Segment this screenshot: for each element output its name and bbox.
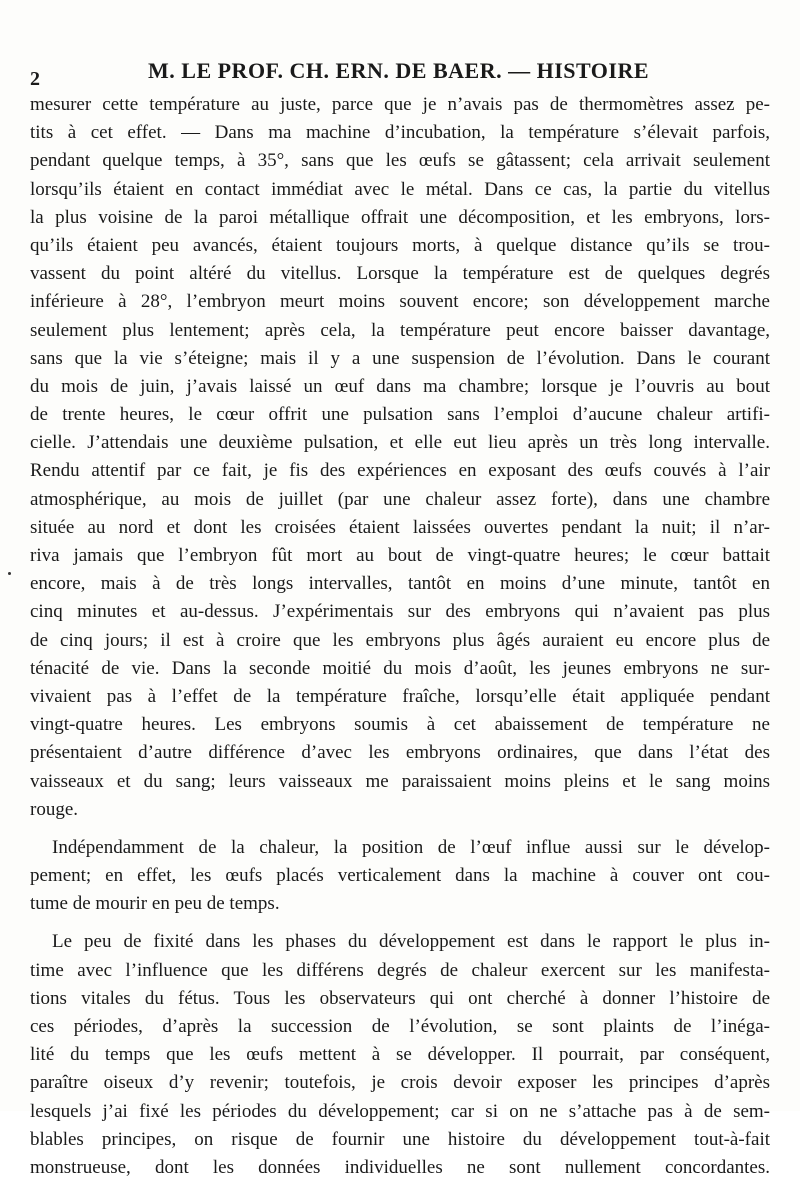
text-line: encore, mais à de très longs intervalles, tantôt en moins d’une minute, tantôt en <box>30 573 770 595</box>
body-text <box>30 91 770 1182</box>
text-line: ces périodes, d’après la succession de l’évolution, se sont plaints de l’inéga- <box>30 1016 770 1037</box>
paragraph-gap <box>30 824 770 834</box>
text-line: lité du temps que les œufs mettent à se développer. Il pourrait, par conséquent, <box>30 1044 770 1066</box>
text-line: vassent du point altéré du vitellus. Lorsque la température est de quelques degrés <box>30 263 770 285</box>
text-line: lesquels j’ai fixé les périodes du développement; car si on ne s’attache pas à de sem- <box>30 1100 770 1122</box>
text-line: vivaient pas à l’effet de la température fraîche, lorsqu’elle était appliquée pendant <box>30 685 770 707</box>
text-line: du mois de juin, j’avais laissé un œuf dans ma chambre; lorsque je l’ouvris au bout <box>30 375 770 397</box>
paragraph-gap <box>30 918 770 928</box>
text-line: blables principes, on risque de fournir une histoire du développement tout-à-fait <box>30 1128 770 1150</box>
text-line: présentaient d’autre différence d’avec les embryons ordinaires, que dans l’état des <box>30 742 770 764</box>
paragraph-1 <box>30 91 770 824</box>
text-line: tions vitales du fétus. Tous les observateurs qui ont cherché à donner l’histoire de <box>30 987 770 1009</box>
text-line: riva jamais que l’embryon fût mort au bout de vingt-quatre heures; le cœur battait <box>30 545 770 566</box>
text-line: mesurer cette température au juste, parce que je n’avais pas de thermomètres assez pe- <box>30 94 770 115</box>
text-line: seulement plus lentement; après cela, la température peut encore baisser davantage, <box>30 319 770 341</box>
text-line: qu’ils étaient peu avancés, étaient toujours morts, à quelque distance qu’ils se trou- <box>30 234 770 256</box>
text-line: Le peu de fixité dans les phases du développement est dans le rapport le plus in- <box>52 931 770 953</box>
text-line: tume de mourir en peu de temps. <box>30 893 280 915</box>
text-line: cielle. J’attendais une deuxième pulsation, et elle eut lieu après un très long intervalle. <box>30 432 770 454</box>
page-number: 2 <box>30 68 40 90</box>
text-line: pement; en effet, les œufs placés verticalement dans la machine à couver ont cou- <box>30 865 770 887</box>
margin-speck <box>8 572 11 575</box>
text-line: de trente heures, le cœur offrit une pulsation sans l’emploi d’aucune chaleur artifi- <box>30 404 770 426</box>
text-line: pendant quelque temps, à 35°, sans que les œufs se gâtassent; cela arrivait seulement <box>30 150 770 172</box>
text-line: de cinq jours; il est à croire que les embryons plus âgés auraient eu encore plus de <box>30 629 770 651</box>
text-line: paraître oiseux d’y revenir; toutefois, je crois devoir exposer les principes d’après <box>30 1072 770 1094</box>
text-line: inférieure à 28°, l’embryon meurt moins souvent encore; son développement marche <box>30 291 770 313</box>
page-header <box>30 58 770 88</box>
text-line: rouge. <box>30 798 79 820</box>
paragraph-3 <box>30 928 770 1182</box>
text-line: Rendu attentif par ce fait, je fis des expériences en exposant des œufs couvés à l’air <box>30 460 770 482</box>
text-line: sans que la vie s’éteigne; mais il y a une suspension de l’évolution. Dans le courant <box>30 347 770 369</box>
text-line: atmosphérique, au mois de juillet (par une chaleur assez forte), dans une chambre <box>30 488 770 510</box>
text-line: time avec l’influence que les différens degrés de chaleur exercent sur les manifesta- <box>30 959 770 981</box>
text-line: située au nord et dont les croisées étaient laissées ouvertes pendant la nuit; il n’ar- <box>30 516 770 538</box>
text-line: tits à cet effet. — Dans ma machine d’incubation, la température s’élevait parfois, <box>30 122 770 144</box>
text-line: Indépendamment de la chaleur, la position de l’œuf influe aussi sur le dévelop- <box>52 836 770 858</box>
text-line: ténacité de vie. Dans la seconde moitié du mois d’août, les jeunes embryons ne sur- <box>30 657 770 679</box>
text-line: la plus voisine de la paroi métallique offrait une décomposition, et les embryons, lors- <box>30 206 770 228</box>
paragraph-2 <box>30 834 770 919</box>
text-line: lorsqu’ils étaient en contact immédiat avec le métal. Dans ce cas, la partie du vitellus <box>30 178 770 200</box>
running-head: M. LE PROF. CH. ERN. DE BAER. — HISTOIRE <box>148 58 650 83</box>
text-line: vaisseaux et du sang; leurs vaisseaux me paraissaient moins pleins et le sang moins <box>30 770 770 792</box>
text-line: monstrueuse, dont les données individuelles ne sont nullement concordantes. <box>30 1156 770 1178</box>
text-line: vingt-quatre heures. Les embryons soumis à cet abaissement de température ne <box>30 714 770 736</box>
text-line: cinq minutes et au-dessus. J’expérimentais sur des embryons qui n’avaient pas plus <box>30 601 770 623</box>
